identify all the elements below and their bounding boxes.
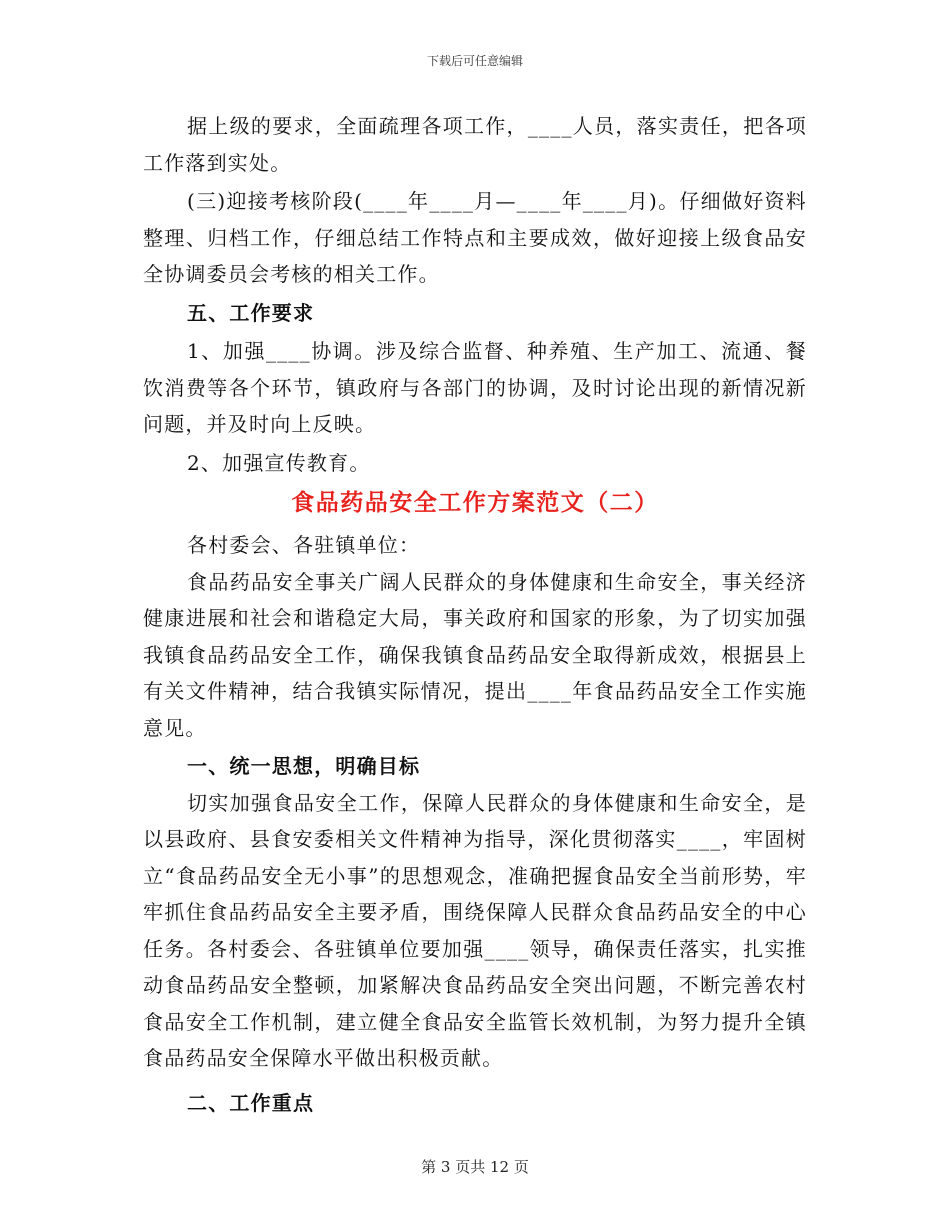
paragraph-unify-thinking: 切实加强食品安全工作，保障人民群众的身体健康和生命安全，是以县政府、县食安委相关文件精神为指导，深化贯彻落实____，牢固树立“食品药品安全无小事”的思想观念，准确把握食品安全当前形势，牢牢抓住食品药品安全主要矛盾，围绕保障人民群众食品药品安全的中心任务。各村委会、各驻镇单位要加强____领导，确保责任落实，扎实推动食品药品安全整顿，加紧解决食品药品安全突出问题，不断完善农村食品安全工作机制，建立健全食品安全监管长效机制，为努力提升全镇食品药品安全保障水平做出积极贡献。 [143,790,807,1070]
page-footer: 第 3 页共 12 页 [421,1158,529,1176]
heading-work-requirements: 五、工作要求 [187,300,315,325]
section-title: 食品药品安全工作方案范文（二） [291,489,659,516]
paragraph-salutation: 各村委会、各驻镇单位： [187,533,421,557]
document-body [143,108,807,1121]
paragraph-implementation-tail: 据上级的要求，全面疏理各项工作，____人员，落实责任，把各项工作落到实处。 [143,114,807,175]
page-header: 下载后可任意编辑 [426,54,523,68]
paragraph-requirement-1: 1、加强____协调。涉及综合监督、种养殖、生产加工、流通、餐饮消费等各个环节，镇政府与各部门的协调，及时讨论出现的新情况新问题，并及时向上反映。 [143,339,807,436]
paragraph-assessment-stage: (三)迎接考核阶段(____年____月—____年____月)。仔细做好资料整理、归档工作，仔细总结工作特点和主要成效，做好迎接上级食品安全协调委员会考核的相关工作。 [143,189,807,286]
paragraph-introduction: 食品药品安全事关广阔人民群众的身体健康和生命安全，事关经济健康进展和社会和谐稳定大局，事关政府和国家的形象，为了切实加强我镇食品药品安全工作，确保我镇食品药品安全取得新成效，根据县上有关文件精神，结合我镇实际情况，提出____年食品药品安全工作实施意见。 [143,569,807,740]
paragraph-requirement-2: 2、加强宣传教育。 [187,450,371,475]
heading-work-focus: 二、工作重点 [187,1090,315,1115]
heading-unify-thinking: 一、统一思想，明确目标 [187,754,421,778]
